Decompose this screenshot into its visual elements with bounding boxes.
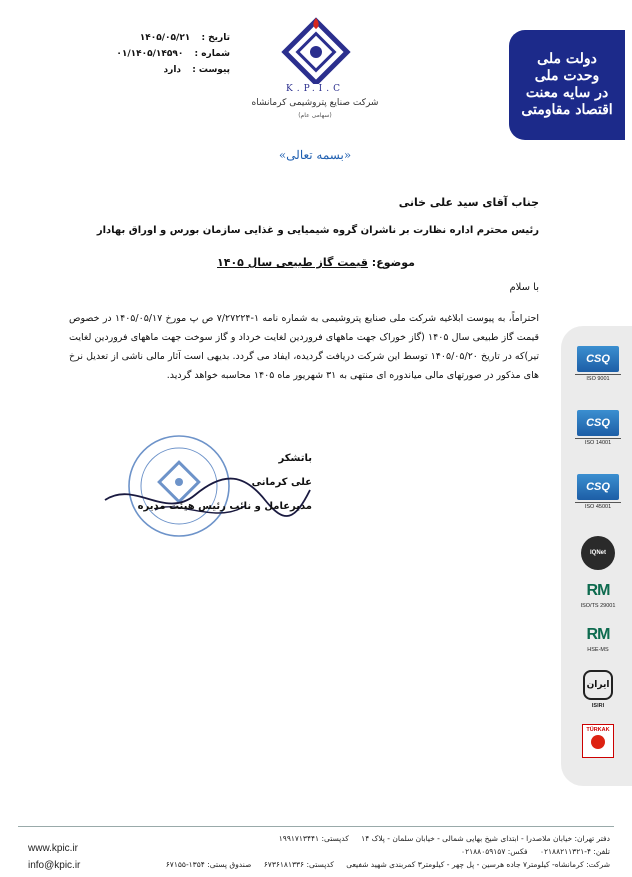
- attachment-row: [70, 62, 230, 78]
- cert-label: ISO 14001: [575, 438, 621, 446]
- signature-block: [112, 447, 312, 519]
- cert-hse-ms: [575, 626, 621, 653]
- subject-label: موضوع:: [371, 256, 415, 269]
- recipient-name: جناب آقای سید علی خانی: [398, 196, 539, 209]
- tehran-fax: فکس: ۰۲۱۸۸۰۵۹۱۵۷: [461, 847, 528, 856]
- bismillah: «بسمه تعالی»: [278, 148, 352, 162]
- tehran-phone: تلفن: ۴-۰۲۱۸۸۲۱۱۳۲۱: [539, 847, 610, 856]
- recipient-title: رئیس محترم اداره نظارت بر ناشران گروه شیمیایی و غذایی سازمان بورس و اوراق بهادار: [96, 225, 539, 236]
- number-value: ۰۱/۱۴۰۵/۱۴۵۹۰: [116, 49, 184, 59]
- turkak-name: TÜRKAK: [586, 727, 610, 733]
- email-link[interactable]: info@kpic.ir: [28, 860, 81, 871]
- number-label: شماره :: [194, 49, 230, 59]
- cert-label: ISO/TS 29001: [580, 603, 616, 609]
- company-name: شرکت صنایع پتروشیمی کرمانشاه: [251, 98, 379, 108]
- cert-iso45001: [575, 474, 621, 510]
- cert-iqnet: [575, 536, 621, 570]
- number-row: [70, 46, 230, 62]
- cert-label: ISO 9001: [575, 374, 621, 382]
- kermanshah-address: شرکت: کرمانشاه- کیلومتر۷ جاده هرسین - پل چهر - کیلومتر۳ کمربندی شهید شفیعی: [346, 860, 610, 869]
- signer-title: مدیرعامل و نائب رئیس هیئت مدیره: [137, 501, 312, 512]
- website-link[interactable]: www.kpic.ir: [28, 843, 79, 854]
- letter-meta: [70, 30, 230, 78]
- subject-value: قیمت گاز طبیعی سال ۱۴۰۵: [217, 256, 368, 269]
- iqnet-logo-icon: IQNet: [581, 536, 615, 570]
- tehran-address-row: [180, 832, 610, 845]
- turkak-dot-icon: [591, 735, 605, 749]
- kermanshah-address-row: [165, 858, 610, 871]
- cert-label: ISIRI: [591, 703, 605, 709]
- csq-logo-icon: CSQ: [577, 474, 619, 500]
- attachment-value: دارد: [163, 65, 182, 75]
- kermanshah-pobox: صندوق پستی: ۱۳۵۴-۶۷۱۵۵: [165, 860, 252, 869]
- slogan-line: در سایه معنت: [525, 85, 609, 101]
- cert-iso9001: [575, 346, 621, 382]
- subject-line: [0, 256, 632, 269]
- greeting: با سلام: [509, 282, 539, 293]
- csq-logo-icon: CSQ: [577, 410, 619, 436]
- tehran-postcode: کدپستی: ۱۹۹۱۷۱۳۴۴۱: [278, 834, 349, 843]
- footer-contact-web: [28, 840, 80, 874]
- cert-isiri: [575, 670, 621, 709]
- tehran-office: دفتر تهران: خیابان ملاصدرا - ابتدای شیخ بهایی شمالی - خیابان سلمان - پلاک ۱۴: [361, 834, 610, 843]
- cert-turkak: [575, 724, 621, 758]
- attachment-label: پیوست :: [192, 65, 230, 75]
- date-label: تاریخ :: [201, 33, 230, 43]
- tehran-phone-row: [180, 845, 610, 858]
- slogan-badge: [509, 30, 625, 140]
- cert-iso14001: [575, 410, 621, 446]
- cert-label: HSE-MS: [587, 647, 609, 653]
- date-row: [70, 30, 230, 46]
- isiri-logo-icon: ایران: [583, 670, 613, 700]
- signer-name: علی کرمانی: [251, 477, 312, 488]
- letter-body: احتراماً، به پیوست ابلاغیه شرکت ملی صنایع پتروشیمی به شماره نامه ۱-۷/۲۷۲۲۴ ص پ مورخ ۱۴۰۵/۰۵/۱۷ در خصوص قیمت گاز طبیعی سال ۱۴۰۵ (گاز خوراک جهت ماههای فروردین لغایت خرداد و گاز سوخت جهت ماههای فروردین لغایت تیر)که در تاریخ ۱۴۰۵/۰۵/۲۰ توسط این شرکت دریافت گردیده، ایفاد می گردد. بدیهی است آثار مالی ناشی از تعدیل نرخ های مذکور در صورتهای مالی میاندوره ای منتهی به ۳۱ شهریور ماه ۱۴۰۵ محاسبه خواهد گردید.: [69, 313, 539, 381]
- slogan-line: وحدت ملی: [534, 68, 600, 85]
- rm-logo-icon: RM: [586, 582, 610, 599]
- date-value: ۱۴۰۵/۰۵/۲۱: [139, 33, 191, 43]
- slogan-line: دولت ملی: [537, 51, 597, 68]
- cert-label: ISO 45001: [575, 502, 621, 510]
- slogan-line: اقتصاد مقاومتی: [521, 101, 613, 118]
- company-type: (سهامی عام): [298, 112, 332, 119]
- company-logo-icon: [266, 14, 366, 84]
- turkak-logo-icon: [582, 724, 614, 758]
- kermanshah-postcode: کدپستی: ۶۷۳۶۱۸۱۳۳۶: [263, 860, 334, 869]
- cert-iso-ts-29001: [575, 582, 621, 609]
- csq-logo-icon: CSQ: [577, 346, 619, 372]
- footer-addresses: [165, 832, 610, 871]
- closing: باتشکر: [278, 453, 312, 464]
- rm-logo-icon: RM: [586, 626, 610, 643]
- company-latin-name: K.P.I.C: [286, 84, 344, 94]
- footer-divider: [18, 826, 614, 827]
